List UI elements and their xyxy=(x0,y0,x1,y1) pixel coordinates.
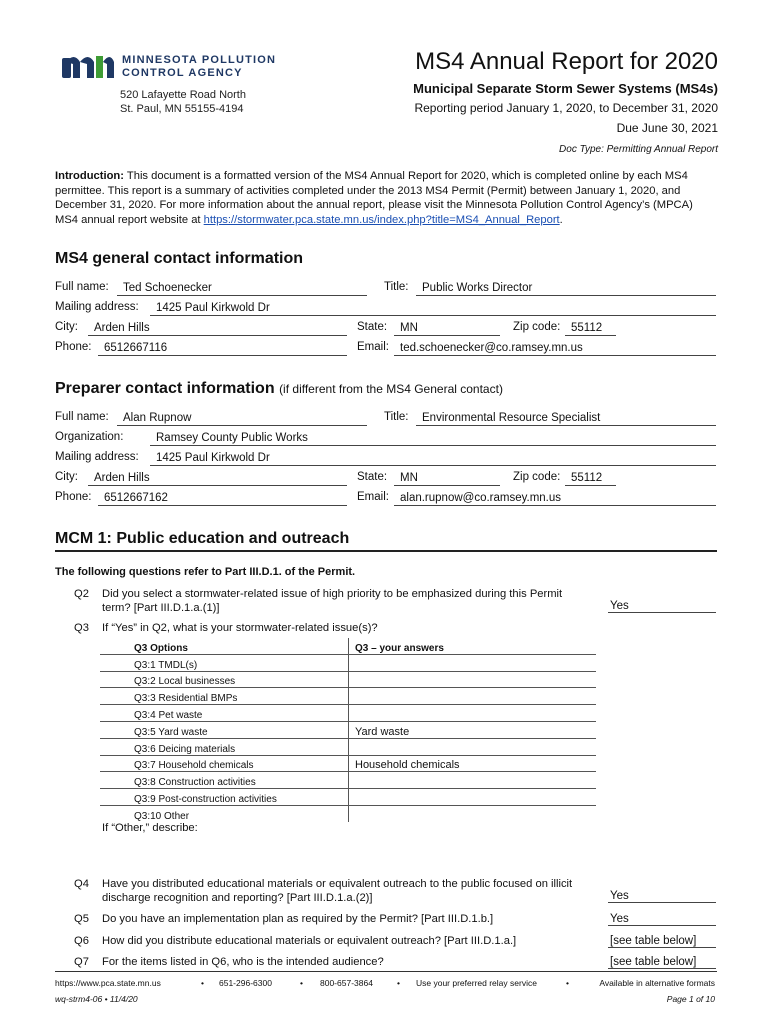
preparer-city-label: City: xyxy=(55,471,78,483)
org-name-line1: MINNESOTA POLLUTION xyxy=(122,54,277,66)
q3-answer-cell[interactable] xyxy=(349,671,597,688)
general-title-label: Title: xyxy=(384,281,409,293)
preparer-org-field[interactable]: Ramsey County Public Works xyxy=(150,431,716,446)
due-date: Due June 30, 2021 xyxy=(616,121,718,135)
table-row xyxy=(100,805,596,821)
address-line1: 520 Lafayette Road North xyxy=(120,89,246,101)
q3-answer-cell[interactable] xyxy=(349,705,597,722)
q3-option: Q3:6 Deicing materials xyxy=(100,738,349,755)
preparer-state-field[interactable]: MN xyxy=(394,471,500,486)
preparer-phone-field[interactable]: 6512667162 xyxy=(98,491,347,506)
footer-site-link[interactable]: https://www.pca.state.mn.us xyxy=(55,978,161,988)
introduction xyxy=(55,169,715,227)
q3-answer-cell[interactable] xyxy=(349,772,597,789)
table-row xyxy=(100,755,596,772)
preparer-email-label: Email: xyxy=(357,491,389,503)
footer-bullet: • xyxy=(201,978,204,988)
document-subtitle: Municipal Separate Storm Sewer Systems (MS4s) xyxy=(413,81,718,96)
footer-bullet: • xyxy=(397,978,400,988)
preparer-full-name-field[interactable]: Alan Rupnow xyxy=(117,411,367,426)
q3-answer-cell[interactable] xyxy=(349,738,597,755)
q3-answer-cell[interactable]: Household chemicals xyxy=(349,755,597,772)
q3-answer-cell[interactable] xyxy=(349,789,597,806)
annual-report-link[interactable]: https://stormwater.pca.state.mn.us/index.php?title=MS4_Annual_Report xyxy=(203,213,560,226)
org-name xyxy=(122,54,276,80)
mcm1-divider xyxy=(55,550,717,552)
general-email-field[interactable]: ted.schoenecker@co.ramsey.mn.us xyxy=(394,341,716,356)
table-row xyxy=(100,705,596,722)
q3-option: Q3:7 Household chemicals xyxy=(100,755,349,772)
q3-answer-cell[interactable] xyxy=(349,654,597,671)
general-full-name-label: Full name: xyxy=(55,281,109,293)
preparer-city-field[interactable]: Arden Hills xyxy=(88,471,347,486)
table-row xyxy=(100,789,596,806)
footer-divider xyxy=(55,971,717,972)
q3-text: If “Yes” in Q2, what is your stormwater-related issue(s)? xyxy=(102,622,378,634)
q4-answer[interactable]: Yes xyxy=(608,890,716,903)
q3-answer-cell[interactable] xyxy=(349,688,597,705)
footer-doc-id: wq-strm4-06 • 11/4/20 xyxy=(55,994,138,1004)
q4-text: Have you distributed educational materials or equivalent outreach to the public focused on illicit discharge recognition and reporting? [Part III.D.1.a.(2)] xyxy=(102,878,573,904)
org-address xyxy=(120,88,246,116)
general-contact-heading: MS4 general contact information xyxy=(55,250,304,267)
footer-phone1: 651-296-6300 xyxy=(219,978,272,988)
q3-option: Q3:10 Other xyxy=(100,805,349,821)
intro-label: Introduction: xyxy=(55,170,124,182)
q3-option: Q3:5 Yard waste xyxy=(100,721,349,738)
q6-number: Q6 xyxy=(74,935,89,947)
q3-option: Q3:9 Post-construction activities xyxy=(100,789,349,806)
preparer-email-field[interactable]: alan.rupnow@co.ramsey.mn.us xyxy=(394,491,716,506)
preparer-state-label: State: xyxy=(357,471,388,483)
table-row xyxy=(100,738,596,755)
general-state-field[interactable]: MN xyxy=(394,321,500,336)
footer-relay: Use your preferred relay service xyxy=(416,978,537,988)
preparer-full-name-label: Full name: xyxy=(55,411,109,423)
footer-phone2: 800-657-3864 xyxy=(320,978,373,988)
q4-number: Q4 xyxy=(74,878,89,890)
q6-answer[interactable]: [see table below] xyxy=(608,935,716,948)
table-row xyxy=(100,772,596,789)
preparer-mailing-field[interactable]: 1425 Paul Kirkwold Dr xyxy=(150,451,716,466)
general-email-label: Email: xyxy=(357,341,389,353)
q3-options-table xyxy=(100,638,596,822)
q5-text: Do you have an implementation plan as required by the Permit? [Part III.D.1.b.] xyxy=(102,913,494,925)
document-title: MS4 Annual Report for 2020 xyxy=(415,48,718,75)
doc-type: Doc Type: Permitting Annual Report xyxy=(559,144,718,155)
q7-text: For the items listed in Q6, who is the intended audience? xyxy=(102,956,384,968)
footer-page-number: Page 1 of 10 xyxy=(666,994,715,1004)
q3-option: Q3:4 Pet waste xyxy=(100,705,349,722)
q3-answer-cell[interactable]: Yard waste xyxy=(349,721,597,738)
mcm1-heading: MCM 1: Public education and outreach xyxy=(55,530,350,547)
preparer-heading-note: (if different from the MS4 General contact) xyxy=(279,382,503,396)
general-title-field[interactable]: Public Works Director xyxy=(416,281,716,296)
general-full-name-field[interactable]: Ted Schoenecker xyxy=(117,281,367,296)
reporting-period: Reporting period January 1, 2020, to December 31, 2020 xyxy=(414,101,718,115)
preparer-org-label: Organization: xyxy=(55,431,124,443)
table-row xyxy=(100,654,596,671)
preparer-zip-field[interactable]: 55112 xyxy=(565,471,616,486)
general-mailing-label: Mailing address: xyxy=(55,301,139,313)
preparer-heading-text: Preparer contact information xyxy=(55,380,275,397)
q3-answer-cell[interactable] xyxy=(349,805,597,821)
table-row xyxy=(100,721,596,738)
q2-text: Did you select a stormwater-related issue of high priority to be emphasized during this Permit term? [Part III.D.1.a.(1)] xyxy=(102,588,563,614)
table-row xyxy=(100,688,596,705)
q3-other-label: If “Other,” describe: xyxy=(102,822,198,834)
q3-option: Q3:8 Construction activities xyxy=(100,772,349,789)
table-row xyxy=(100,671,596,688)
org-name-line2: CONTROL AGENCY xyxy=(122,67,243,79)
preparer-phone-label: Phone: xyxy=(55,491,92,503)
general-city-label: City: xyxy=(55,321,78,333)
address-line2: St. Paul, MN 55155-4194 xyxy=(120,103,244,115)
q5-answer[interactable]: Yes xyxy=(608,913,716,926)
q7-number: Q7 xyxy=(74,956,89,968)
mpca-logo-icon xyxy=(62,54,114,80)
q3-option: Q3:2 Local businesses xyxy=(100,671,349,688)
q3-option: Q3:3 Residential BMPs xyxy=(100,688,349,705)
preparer-title-field[interactable]: Environmental Resource Specialist xyxy=(416,411,716,426)
mcm1-intro: The following questions refer to Part III.D.1. of the Permit. xyxy=(55,566,356,578)
q3-answers-header: Q3 – your answers xyxy=(349,638,597,654)
general-phone-label: Phone: xyxy=(55,341,92,353)
q7-answer[interactable]: [see table below] xyxy=(608,956,716,969)
general-state-label: State: xyxy=(357,321,388,333)
q5-number: Q5 xyxy=(74,913,89,925)
q2-number: Q2 xyxy=(74,588,89,600)
q3-options-header: Q3 Options xyxy=(100,638,349,654)
footer-bullet: • xyxy=(300,978,303,988)
general-phone-field[interactable]: 6512667116 xyxy=(98,341,347,356)
general-zip-field[interactable]: 55112 xyxy=(565,321,616,336)
q3-number: Q3 xyxy=(74,622,89,634)
preparer-contact-heading xyxy=(55,380,503,398)
q6-text: How did you distribute educational materials or equivalent outreach? [Part III.D.1.a.] xyxy=(102,935,517,947)
q2-answer[interactable]: Yes xyxy=(608,600,716,613)
footer-bullet: • xyxy=(566,978,569,988)
preparer-mailing-label: Mailing address: xyxy=(55,451,139,463)
q3-option: Q3:1 TMDL(s) xyxy=(100,654,349,671)
general-mailing-field[interactable]: 1425 Paul Kirkwold Dr xyxy=(150,301,716,316)
general-zip-label: Zip code: xyxy=(513,321,561,333)
intro-text: This document is a formatted version of the MS4 Annual Report for 2020, which is completed online by each MS4 permittee. This report is a summary of activities completed under the 2013 MS4 Permit (Permit) between January 1, 2020, and December 31, 2020. For more information about the annual report, please visit the Minnesota Pollution Control Agency’s (MPCA) MS4 annual report website at xyxy=(55,170,693,226)
preparer-title-label: Title: xyxy=(384,411,409,423)
footer-alt-formats: Available in alternative formats xyxy=(599,978,715,988)
preparer-zip-label: Zip code: xyxy=(513,471,561,483)
intro-end: . xyxy=(559,213,563,226)
general-city-field[interactable]: Arden Hills xyxy=(88,321,347,336)
